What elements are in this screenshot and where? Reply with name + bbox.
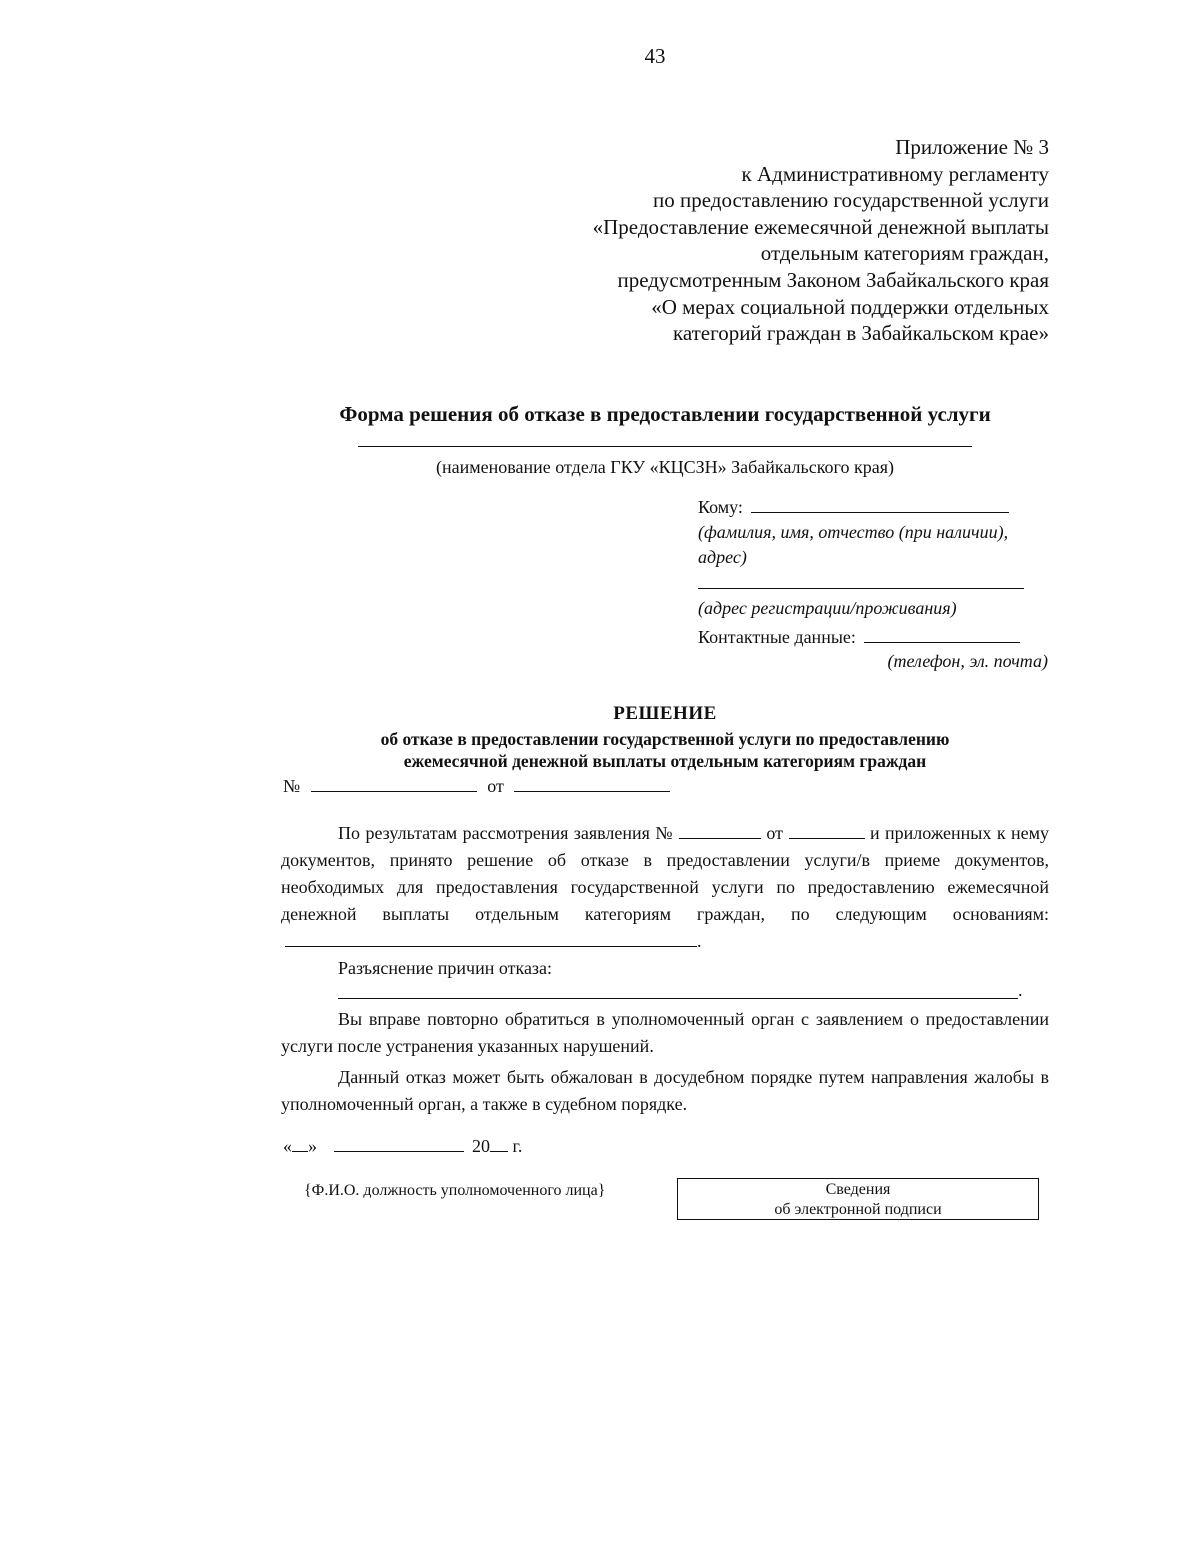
appendix-line: по предоставлению государственной услуги xyxy=(653,188,1049,213)
recipient-fio-hint: (фамилия, имя, отчество (при наличии), xyxy=(698,522,1009,542)
signatory-fio: {Ф.И.О. должность уполномоченного лица} xyxy=(304,1182,606,1199)
body-text-part: По результатам рассмотрения заявления № xyxy=(338,823,674,843)
body-paragraph xyxy=(281,955,1049,982)
date-quote: « xyxy=(283,1136,292,1156)
decision-date-field[interactable] xyxy=(514,773,670,792)
recipient-to-label: Кому: xyxy=(698,497,743,517)
appendix-header xyxy=(593,134,1049,347)
form-title: Форма решения об отказе в предоставлении государственной услуги xyxy=(339,402,991,426)
application-number-field[interactable] xyxy=(679,820,761,839)
decision-number-row xyxy=(283,773,670,797)
appendix-line: отдельным категориям граждан, xyxy=(760,241,1049,266)
from-label: от xyxy=(487,776,504,796)
decision-title: РЕШЕНИЕ xyxy=(613,703,717,724)
recipient-contacts-hint: (телефон, эл. почта) xyxy=(887,651,1048,671)
body-text-part: от xyxy=(766,823,784,843)
org-name-caption: (наименование отдела ГКУ «КЦСЗН» Забайкальского края) xyxy=(436,457,894,477)
recipient-address-field[interactable] xyxy=(698,588,1024,589)
recipient-address-hint: (адрес регистрации/проживания) xyxy=(698,598,957,618)
body-paragraph: По результатам рассмотрения заявления № от и приложенных к нему документов, принято решение об отказе в предоставлении услуги/в приеме документов, необходимых для предоставления государственной услуги по предоставлению ежемесячной денежной выплаты отдельным категориям граждан, по следующим основаниям: . xyxy=(281,820,1049,955)
recipient-fio-hint-2: адрес) xyxy=(698,547,747,567)
appendix-line: к Административному регламенту xyxy=(741,161,1049,186)
decision-number-field[interactable] xyxy=(311,773,477,792)
recipient-contacts-label: Контактные данные: xyxy=(698,627,856,647)
appendix-line: категорий граждан в Забайкальском крае» xyxy=(672,321,1049,346)
year-prefix: 20 xyxy=(472,1136,490,1156)
application-date-field[interactable] xyxy=(789,820,865,839)
number-sign: № xyxy=(283,776,301,796)
appendix-line: предусмотренным Законом Забайкальского края xyxy=(617,267,1049,292)
e-signature-title: Сведения xyxy=(825,1181,891,1198)
body-text-part: и приложенных к нему документов, принято решение об отказе в предоставлении услуги/в приеме документов, необходимых для предоставления государственной услуги по предоставлению ежемесячной денежной выплаты отдельным категориям граждан, по следующим основаниям: xyxy=(281,823,1050,924)
date-quote: » xyxy=(308,1136,317,1156)
explanation-field[interactable] xyxy=(338,998,1018,999)
explanation-label: Разъяснение причин отказа: xyxy=(338,958,553,978)
recipient-contacts-row xyxy=(698,624,1020,648)
body-paragraph: Данный отказ может быть обжалован в досудебном порядке путем направления жалобы в уполномоченный орган, а также в судебном порядке. xyxy=(281,1067,1049,1114)
explanation-period: . xyxy=(1018,980,1023,1000)
decision-subtitle-2: ежемесячной денежной выплаты отдельным категориям граждан xyxy=(403,751,927,771)
signature-date-row xyxy=(283,1133,522,1157)
decision-body xyxy=(281,820,1049,982)
e-signature-subtitle: об электронной подписи xyxy=(774,1201,942,1218)
recipient-contacts-field[interactable] xyxy=(864,624,1020,643)
year-suffix: г. xyxy=(512,1136,523,1156)
grounds-field[interactable] xyxy=(285,928,697,947)
body-paragraph: Вы вправе повторно обратиться в уполномоченный орган с заявлением о предоставлении услуги после устранения указанных нарушений. xyxy=(281,1009,1049,1056)
month-field[interactable] xyxy=(334,1133,464,1152)
decision-body-2 xyxy=(281,1006,1049,1118)
recipient-to-field[interactable] xyxy=(751,494,1009,513)
org-name-field[interactable] xyxy=(358,446,972,447)
e-signature-box xyxy=(677,1178,1039,1220)
recipient-to-row xyxy=(698,494,1009,518)
appendix-line: «Предоставление ежемесячной денежной выплаты xyxy=(592,214,1049,239)
day-field[interactable] xyxy=(292,1133,308,1152)
page-number: 43 xyxy=(644,44,666,68)
year-field[interactable] xyxy=(490,1133,508,1152)
appendix-line: Приложение № 3 xyxy=(895,135,1049,159)
decision-subtitle: об отказе в предоставлении государственной услуги по предоставлению xyxy=(380,729,950,749)
appendix-line: «О мерах социальной поддержки отдельных xyxy=(651,294,1049,319)
